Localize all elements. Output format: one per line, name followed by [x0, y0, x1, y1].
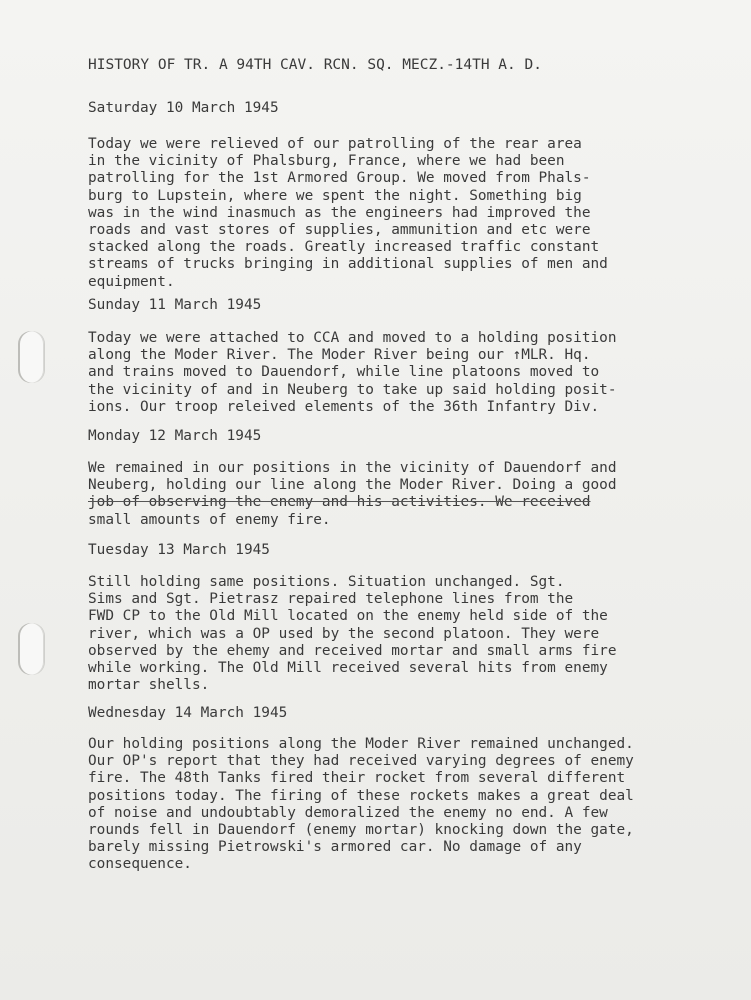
text-line: equipment.	[88, 273, 175, 290]
text-line: and trains moved to Dauendorf, while line platoons moved to	[88, 364, 600, 381]
text-line: fire. The 48th Tanks fired their rocket from several different	[88, 770, 626, 787]
text-line: observed by the ehemy and received mortar and small arms fire	[88, 642, 617, 659]
text-line: We remained in our positions in the vicinity of Dauendorf and	[88, 460, 617, 476]
text-line: patrolling for the 1st Armored Group. We moved from Phals-	[88, 170, 591, 187]
text-line: roads and vast stores of supplies, ammunition and etc were	[88, 222, 591, 239]
text-line: streams of trucks bringing in additional supplies of men and	[88, 256, 608, 273]
text-line: positions today. The firing of these rockets makes a great deal	[88, 787, 634, 804]
text-line: stacked along the roads. Greatly increased traffic constant	[88, 239, 600, 256]
text-line: barely missing Pietrowski's armored car. No damage of any	[88, 839, 582, 856]
text-line: Sims and Sgt. Pietrasz repaired telephone lines from the	[88, 591, 574, 608]
entry-body-sunday	[88, 330, 728, 416]
text-line: the vicinity of and in Neuberg to take up said holding posit-	[88, 381, 617, 398]
punch-hole-lower	[18, 623, 44, 675]
text-line-struck: job of observing the enemy and his activities. We received	[88, 494, 591, 511]
text-line: ions. Our troop releived elements of the 36th Infantry Div.	[88, 398, 600, 415]
text-line: of noise and undoubtably demoralized the enemy no end. A few	[88, 804, 608, 821]
text-line: Today we were attached to CCA and moved to a holding position	[88, 330, 617, 346]
text-line: Today we were relieved of our patrolling of the rear area	[88, 136, 582, 152]
entry-date-wednesday: Wednesday 14 March 1945	[88, 705, 288, 721]
text-line: in the vicinity of Phalsburg, France, where we had been	[88, 153, 565, 170]
entry-date-saturday: Saturday 10 March 1945	[88, 100, 279, 116]
document-title: HISTORY OF TR. A 94TH CAV. RCN. SQ. MECZ.-14TH A. D.	[88, 57, 542, 73]
entry-date-sunday: Sunday 11 March 1945	[88, 297, 262, 313]
entry-body-tuesday	[88, 574, 728, 694]
entry-body-saturday	[88, 136, 728, 291]
text-line: along the Moder River. The Moder River being our ↑MLR. Hq.	[88, 347, 591, 364]
punch-hole-upper	[18, 331, 44, 383]
text-line: Our holding positions along the Moder River remained unchanged.	[88, 736, 634, 752]
entry-body-monday	[88, 460, 728, 529]
text-line: burg to Lupstein, where we spent the night. Something big	[88, 187, 582, 204]
text-line: Our OP's report that they had received varying degrees of enemy	[88, 753, 634, 770]
text-line: Neuberg, holding our line along the Moder River. Doing a good	[88, 477, 617, 494]
text-line: mortar shells.	[88, 677, 210, 694]
text-line: Still holding same positions. Situation unchanged. Sgt.	[88, 574, 565, 590]
text-line: river, which was a OP used by the second platoon. They were	[88, 625, 600, 642]
entry-date-tuesday: Tuesday 13 March 1945	[88, 542, 270, 558]
text-line: small amounts of enemy fire.	[88, 511, 331, 528]
text-line: rounds fell in Dauendorf (enemy mortar) knocking down the gate,	[88, 822, 634, 839]
text-line: was in the wind inasmuch as the engineers had improved the	[88, 204, 591, 221]
entry-body-wednesday	[88, 736, 728, 874]
text-line: consequence.	[88, 856, 192, 873]
text-line: FWD CP to the Old Mill located on the enemy held side of the	[88, 608, 608, 625]
text-line: while working. The Old Mill received several hits from enemy	[88, 660, 608, 677]
entry-date-monday: Monday 12 March 1945	[88, 428, 262, 444]
